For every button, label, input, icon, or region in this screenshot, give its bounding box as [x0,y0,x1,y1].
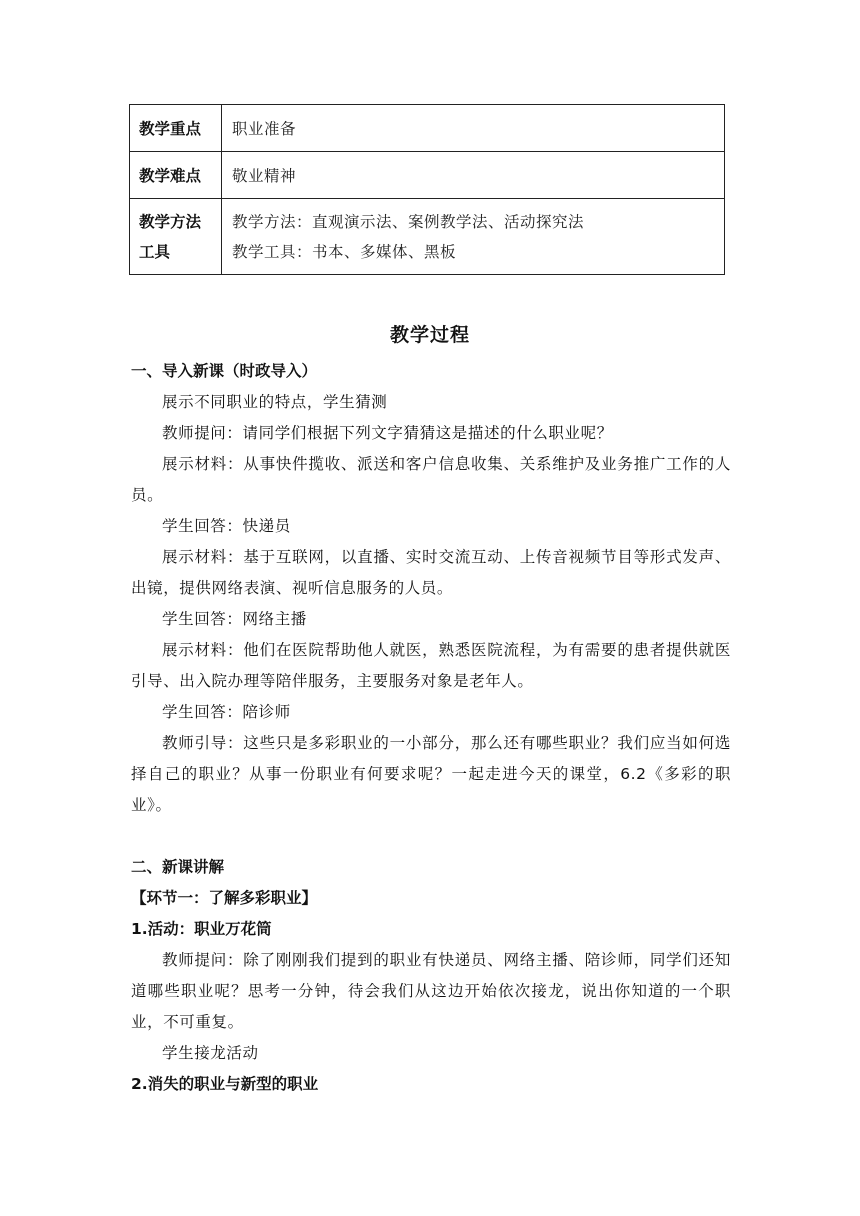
link1-heading: 【环节一：了解多彩职业】 [131,889,318,907]
paragraph: 学生回答：网络主播 [162,610,307,628]
paragraph: 教师提问：除了刚刚我们提到的职业有快递员、网络主播、陪诊师，同学们还知道哪些职业呢？思考一分钟，待会我们从这边开始依次接龙，说出你知道的一个职业，不可重复。 [131,951,731,1031]
row-value: 敬业精神 [222,152,725,199]
spacer [131,821,731,852]
row-label-line: 工具 [139,242,171,261]
row-value [222,199,725,275]
activity2-heading: 2.消失的职业与新型的职业 [131,1075,319,1093]
row-value-line: 教学方法：直观演示法、案例教学法、活动探究法 [232,212,585,231]
document-body [131,356,731,1100]
paragraph: 学生接龙活动 [162,1044,259,1062]
row-label: 教学重点 [130,105,222,152]
row-label: 教学难点 [130,152,222,199]
paragraph: 教师引导：这些只是多彩职业的一小部分，那么还有哪些职业？我们应当如何选择自己的职业？从事一份职业有何要求呢？一起走进今天的课堂，6.2《多彩的职业》。 [131,734,731,814]
activity1-heading: 1.活动：职业万花筒 [131,920,272,938]
info-table [129,104,725,275]
paragraph: 展示材料：他们在医院帮助他人就医，熟悉医院流程，为有需要的患者提供就医引导、出入院办理等陪伴服务，主要服务对象是老年人。 [131,641,731,690]
paragraph: 展示不同职业的特点，学生猜测 [162,393,388,411]
row-value: 职业准备 [222,105,725,152]
row-value-line: 教学工具：书本、多媒体、黑板 [232,242,457,261]
paragraph: 展示材料：基于互联网，以直播、实时交流互动、上传音视频节目等形式发声、出镜，提供网络表演、视听信息服务的人员。 [131,548,731,597]
section2-heading: 二、新课讲解 [131,858,225,876]
table-row [130,152,725,199]
paragraph: 展示材料：从事快件揽收、派送和客户信息收集、关系维护及业务推广工作的人员。 [131,455,731,504]
paragraph: 教师提问：请同学们根据下列文字猜猜这是描述的什么职业呢？ [162,424,613,442]
row-label [130,199,222,275]
paragraph: 学生回答：快递员 [162,517,291,535]
row-label-line: 教学方法 [139,212,202,231]
table-row [130,199,725,275]
section-title: 教学过程 [389,324,470,346]
paragraph: 学生回答：陪诊师 [162,703,291,721]
section1-heading: 一、导入新课（时政导入） [131,362,318,380]
table-row [130,105,725,152]
